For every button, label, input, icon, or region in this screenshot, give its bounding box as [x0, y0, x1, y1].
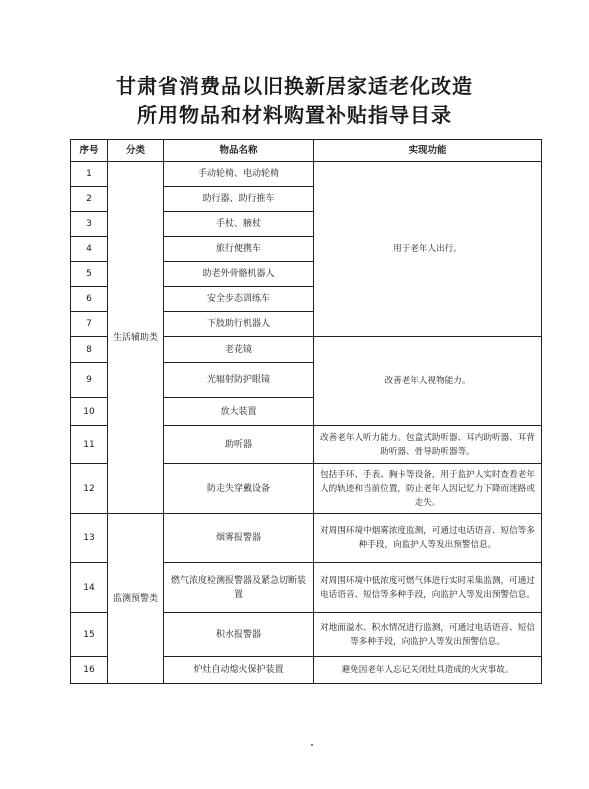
header-category: 分类 [108, 140, 164, 162]
function-anti-lost: 包括手环、手表、胸卡等设备，用于监护人实时查看老年人的轨迹和当前位置，防止老年人因记忆力下降而迷路或走失。 [314, 464, 542, 514]
table-row [71, 514, 542, 563]
row-no: 12 [71, 464, 108, 514]
item-name: 炉灶自动熄火保护装置 [164, 657, 314, 684]
item-name: 手杖、腋杖 [164, 212, 314, 237]
item-name: 安全步态训练车 [164, 287, 314, 312]
item-name: 光辐射防护眼镜 [164, 363, 314, 398]
function-stove: 避免因老年人忘记关闭灶具造成的火灾事故。 [314, 657, 542, 684]
item-name: 助行器、助行推车 [164, 187, 314, 212]
row-no: 3 [71, 212, 108, 237]
row-no: 14 [71, 563, 108, 613]
row-no: 9 [71, 363, 108, 398]
row-no: 10 [71, 398, 108, 426]
row-no: 6 [71, 287, 108, 312]
item-name: 放大装置 [164, 398, 314, 426]
subsidy-catalog-table [70, 139, 542, 684]
category-living-aid: 生活辅助类 [108, 162, 164, 514]
function-smoke: 对周围环境中烟雾浓度监测，可通过电话语音、短信等多种手段，向监护人等发出预警信息。 [314, 514, 542, 563]
row-no: 4 [71, 237, 108, 262]
document-title-line-2: 所用物品和材料购置补贴指导目录 [137, 103, 452, 127]
function-water: 对地面溢水、积水情况进行监测，可通过电话语音、短信等多种手段，向监护人等发出预警信息。 [314, 613, 542, 657]
function-mobility: 用于老年人出行。 [314, 162, 542, 337]
function-vision: 改善老年人视物能力。 [314, 337, 542, 426]
item-name: 助听器 [164, 426, 314, 464]
row-no: 1 [71, 162, 108, 187]
item-name: 手动轮椅、电动轮椅 [164, 162, 314, 187]
item-name: 助老外骨骼机器人 [164, 262, 314, 287]
header-function: 实现功能 [314, 140, 542, 162]
table-header-row [71, 140, 542, 162]
item-name: 防走失穿戴设备 [164, 464, 314, 514]
function-gas: 对周围环境中低浓度可燃气体进行实时采集监测，可通过电话语音、短信等多种手段，向监护人等发出预警信息。 [314, 563, 542, 613]
item-name: 燃气浓度检测报警器及紧急切断装置 [164, 563, 314, 613]
row-no: 15 [71, 613, 108, 657]
row-no: 11 [71, 426, 108, 464]
document-title-line-1: 甘肃省消费品以旧换新居家适老化改造 [116, 74, 473, 98]
item-name: 烟雾报警器 [164, 514, 314, 563]
category-monitoring-alarm: 监测预警类 [108, 514, 164, 684]
row-no: 13 [71, 514, 108, 563]
row-no: 5 [71, 262, 108, 287]
row-no: 16 [71, 657, 108, 684]
row-no: 7 [71, 312, 108, 337]
header-no: 序号 [71, 140, 108, 162]
row-no: 2 [71, 187, 108, 212]
scan-speck [311, 744, 313, 746]
item-name: 下肢助行机器人 [164, 312, 314, 337]
header-item-name: 物品名称 [164, 140, 314, 162]
table-row [71, 162, 542, 187]
item-name: 老花镜 [164, 337, 314, 363]
item-name: 积水报警器 [164, 613, 314, 657]
item-name: 旅行便携车 [164, 237, 314, 262]
row-no: 8 [71, 337, 108, 363]
function-hearing: 改善老年人听力能力。包盒式助听器、耳内助听器、耳背助听器、骨导助听器等。 [314, 426, 542, 464]
